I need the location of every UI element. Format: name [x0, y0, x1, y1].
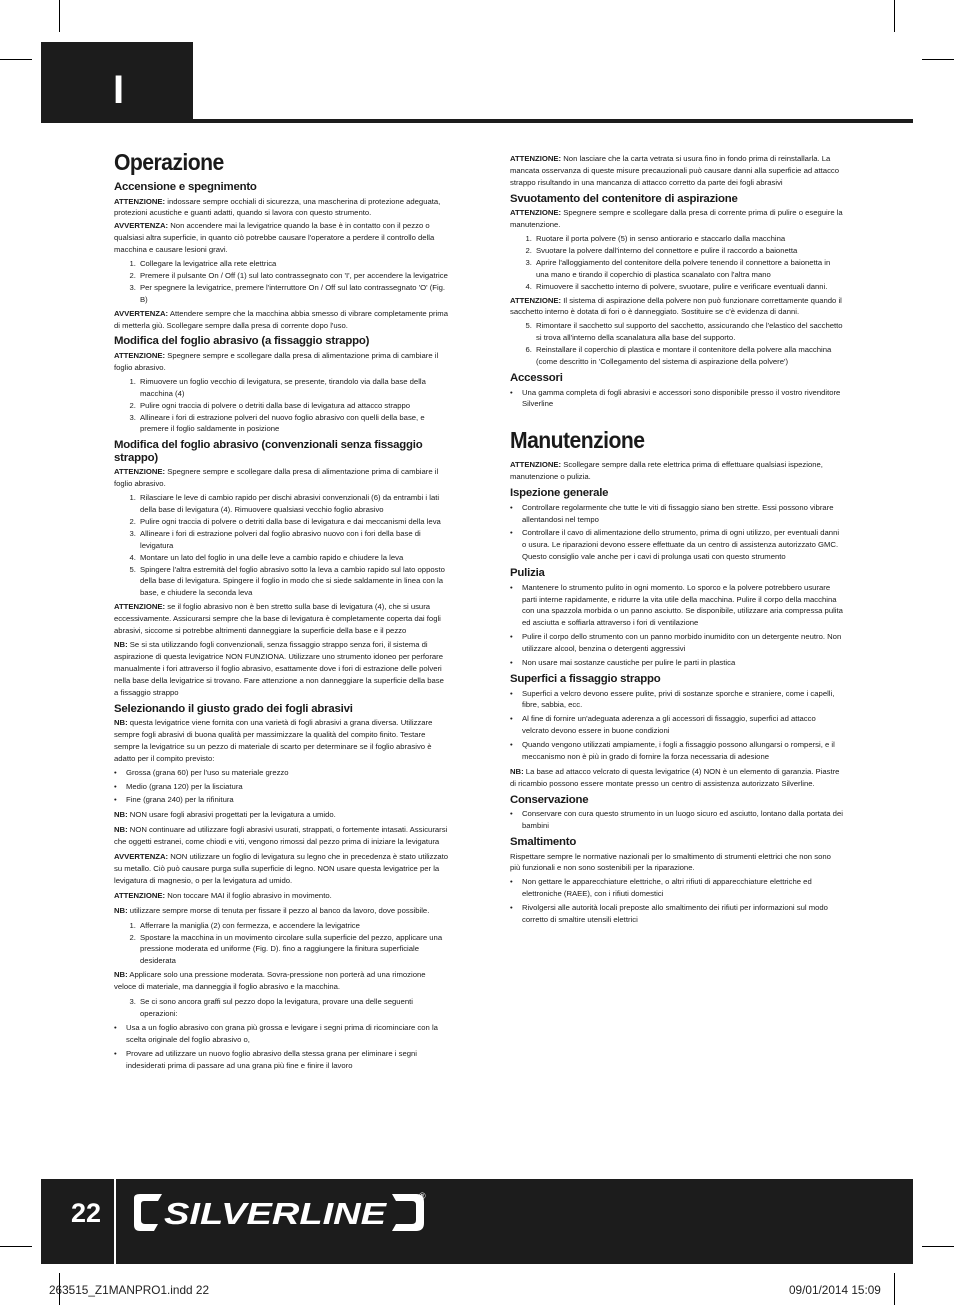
heading-grado-fogli: Selezionando il giusto grado dei fogli abrasivi [114, 702, 353, 715]
crop-mark [922, 59, 954, 60]
heading-accessori: Accessori [510, 372, 563, 384]
steps-list [114, 996, 448, 1020]
language-tab [41, 42, 193, 123]
note: NB: NON usare fogli abrasivi progettati per la levigatura a umido. [114, 810, 336, 820]
note: NB: Applicare solo una pressione moderata. Sovra-pressione non porterà ad una rimozione veloce di materiale, ma danneggia il foglio abrasivo e la macchina. [114, 970, 426, 992]
language-code: I [113, 68, 125, 112]
list-item: 6. Reinstallare il coperchio di plastica e montare il contenitore della polvere alla macchina (come descritto in 'Collegamento del sistema di aspirazione della polvere') [534, 344, 843, 368]
list-item: • Non gettare le apparecchiature elettriche, o altri rifiuti di apparecchiature elettriche ed elettroniche (RAEE), con i rifiuti domestici [522, 876, 843, 900]
indd-filename: 263515_Z1MANPRO1.indd 22 [49, 1283, 210, 1297]
brand-wordmark: SILVERLINE [164, 1196, 388, 1231]
warning: ATTENZIONE: Il sistema di aspirazione della polvere non può funzionare correttamente quando il sacchetto interno è dotata di fori o è danneggiato. Sostituire se c'è evidenza di danni. [510, 295, 842, 317]
note: NB: Se si sta utilizzando fogli convenzionali, senza fissaggio strappo senza fori, il sistema di aspirazione di questa levigatrice NON FUNZIONA. Utilizzare uno strumento idoneo per perforare manualmente i fori attraverso il foglio abrasivo, esattamente dove i fori di estrazione delle polveri nella base della levigatrice si trovano. Fare attenzione a non danneggiare la superficie della base a fissaggio strappo [114, 640, 444, 697]
section-title-operazione: Operazione [114, 149, 224, 175]
list-item: • Mantenere lo strumento pulito in ogni momento. Lo sporco e la polvere potrebbero usurare parti interne rapidamente, e ridurre la vita utile della macchina. Pulire il corpo della macchina con una spazzola morbida o un panno asciutto. Se disponibile, utilizzare aria compressa pulita ed asciutta e soffiarla attraverso i fori di ventilazione [522, 582, 843, 630]
list-item: 3. Per spegnere la levigatrice, premere l'interruttore On / Off sul lato contrassegnato 'O' (Fig. B) [138, 282, 448, 306]
crop-mark [59, 0, 60, 32]
list-item: 4. Montare un lato del foglio in una delle leve a cambio rapido e chiudere la leva [138, 552, 448, 564]
list-item: 1. Collegare la levigatrice alla rete elettrica [138, 258, 448, 270]
crop-mark [0, 59, 32, 60]
heading-pulizia: Pulizia [510, 567, 545, 580]
heading-conservazione: Conservazione [510, 793, 589, 806]
list-item: • Superfici a velcro devono essere pulite, privi di sostanze sporche e straniere, come i capelli, fibre, sabbia, ecc. [522, 688, 843, 712]
list-item: 2. Pulire ogni traccia di polvere o detriti dalla base di levigatura ad attacco strappo [138, 400, 448, 412]
list-item: • Conservare con cura questo strumento in un luogo sicuro ed asciutto, lontano dalla portata dei bambini [522, 808, 843, 832]
list-item: 1. Afferrare la maniglia (2) con fermezza, e accendere la levigatrice [138, 920, 448, 932]
note: NB: NON continuare ad utilizzare fogli abrasivi usurati, strappati, o fortemente intasati. Assicurarsi che oggetti estranei, come chiodi e viti, vengono rimossi dal pezzo prima di iniziare la levigatura [114, 825, 448, 847]
heading-svuotamento: Svuotamento del contenitore di aspirazione [510, 192, 738, 205]
warning: ATTENZIONE: Spegnere sempre e scollegare dalla presa di alimentazione prima di cambiare il foglio abrasivo. [114, 467, 439, 489]
steps-list [114, 258, 448, 306]
list-item: 2. Premere il pulsante On / Off (1) sul lato contrassegnato con 'I', per accendere la levigatrice [138, 270, 448, 282]
heading-modifica-strappo: Modifica del foglio abrasivo (a fissaggio strappo) [114, 335, 370, 348]
note: NB: questa levigatrice viene fornita con una varietà di fogli abrasivi a grana diversa. Utilizzare sempre fogli abrasivi di buona qualità per massimizzare la qualità del compito finito. Testare sempre la levigatrice su un pezzo di materiale di scarto per determinare se il foglio abrasivo è adatto per il compito previsto: [114, 718, 433, 763]
list-item: • Controllare il cavo di alimentazione dello strumento, prima di ogni utilizzo, per eventuali danni o usura. Le riparazioni devono essere effettuate da un centro di assistenza autorizzato GMC. Questo consiglio vale anche per i cavi di prolunga usati con questo strumento [522, 527, 843, 563]
list-item: 2. Pulire ogni traccia di polvere o detriti dalla base di levigatura e dai meccanismi della leva [138, 516, 448, 528]
list-item: 3. Allineare i fori di estrazione polveri dal foglio abrasivo nuovo con i fori della base di levigatura [138, 528, 448, 552]
crop-mark [894, 0, 895, 32]
list-item: 1. Ruotare il porta polvere (5) in senso antiorario e staccarlo dalla macchina [534, 233, 843, 245]
list-item: 5. Spingere l'altra estremità del foglio abrasivo sotto la leva a cambio rapido sul lato opposto della base di levigatura. Spingere il foglio in modo che si siede saldamente in linea con la base, e chiudere la seconda leva [138, 564, 448, 600]
steps-list [114, 492, 448, 599]
list-item: 2. Spostare la macchina in un movimento circolare sulla superficie del pezzo, applicare una pressione moderata ed uniforme (Fig. D). fino a raggiungere la finitura superficiale desiderata [138, 932, 448, 968]
bullet-list [510, 502, 843, 564]
bullet-list [510, 876, 843, 926]
list-item: 2. Svuotare la polvere dall'interno del connettore e pulire il raccordo a baionetta [534, 245, 843, 257]
list-item: 3. Allineare i fori di estrazione polveri del nuovo foglio abrasivo con quelli della base, e premere il foglio saldamente in posizione [138, 412, 448, 436]
list-item: 3. Se ci sono ancora graffi sul pezzo dopo la levigatura, provare una delle seguenti operazioni: [138, 996, 448, 1020]
warning: AVVERTENZA: Non accendere mai la levigatrice quando la base è in contatto con il pezzo o qualsiasi altra superficie, in quanto ciò potrebbe causare l'operatore a perdere il controllo della macchina e causare lesioni gravi. [114, 221, 435, 255]
warning: ATTENZIONE: se il foglio abrasivo non è ben stretto sulla base di levigatura (4), che si usura eccessivamente. Assicurarsi sempre che la base di levigatura è completamente coperta dai fogli abrasivi, siccome si potrebbe altrimenti danneggiare la superficie della base e il pezzo [114, 602, 441, 636]
note: NB: utilizzare sempre morse di tenuta per fissare il pezzo al banco da lavoro, dove possibile. [114, 905, 430, 915]
bullet-list [510, 808, 843, 832]
heading-smaltimento: Smaltimento [510, 836, 577, 849]
footer-divider [114, 1179, 116, 1264]
list-item: 1. Rimuovere un foglio vecchio di levigatura, se presente, tirandolo via dalla base della macchina (4) [138, 376, 448, 400]
crop-mark [894, 1273, 895, 1305]
crop-mark [0, 1246, 32, 1247]
spanner-jaw-left-icon [134, 1194, 162, 1231]
list-item: • Pulire il corpo dello strumento con un panno morbido inumidito con un detergente neutro. Non utilizzare alcool, benzina o detergenti aggressivi [522, 631, 843, 655]
header-rule [193, 119, 913, 123]
heading-modifica-convenzionali: Modifica del foglio abrasivo (convenzionali senza fissaggio strappo) [114, 439, 423, 464]
options-list [114, 1022, 448, 1072]
list-item: 5. Rimontare il sacchetto sul supporto del sacchetto, assicurando che l'elastico del sacchetto si trova all'interno della scanalatura alla base del supporto. [534, 320, 843, 344]
list-item: • Fine (grana 240) per la rifinitura [126, 794, 448, 806]
grit-list [114, 767, 448, 807]
warning: AVVERTENZA: NON utilizzare un foglio di levigatura su legno che in precedenza è stato utilizzato su metallo. Ciò può causare purga sulla superficie di legno. NON usare questa levigatrice per la levigatura di magnesio, o per la levigatura ad umido. [114, 852, 449, 885]
list-item: • Non usare mai sostanze caustiche per pulire le parti in plastica [522, 657, 843, 669]
list-item: • Controllare regolarmente che tutte le viti di fissaggio siano ben strette. Essi possono vibrare allentandosi nel tempo [522, 502, 843, 526]
registered-mark: ® [419, 1191, 426, 1201]
page-number: 22 [71, 1198, 102, 1228]
indd-datetime: 09/01/2014 15:09 [789, 1283, 881, 1297]
heading-accensione: Accensione e spegnimento [114, 181, 257, 193]
list-item: • Al fine di fornire un'adeguata aderenza a gli accessori di fissaggio, superfici ad attacco velcrato devono essere in buone condizioni [522, 713, 843, 737]
warning: ATTENZIONE: Non toccare MAI il foglio abrasivo in movimento. [114, 890, 332, 900]
steps-list [114, 920, 448, 968]
list-item: • Usa a un foglio abrasivo con grana più grossa e levigare i segni prima di ricominciare con la scelta originale del foglio abrasivo o, [126, 1022, 448, 1046]
bullet-list [510, 688, 843, 763]
list-item: • Una gamma completa di fogli abrasivi e accessori sono disponibile presso il vostro rivenditore Silverline [522, 387, 843, 411]
list-item: 3. Aprire l'alloggiamento del contenitore della polvere tenendo il connettore a baionetta in una mano e tirando il coperchio di plastica scanalato con l'altra mano [534, 257, 843, 281]
list-item: • Medio (grana 120) per la lisciatura [126, 781, 448, 793]
list-item: • Quando vengono utilizzati ampiamente, i fogli a fissaggio possono allungarsi o rompersi, e il meccanismo non è più in grado di fornire la forza necessaria di adesione [522, 739, 843, 763]
bullet-list [510, 582, 843, 669]
heading-superfici: Superfici a fissaggio strappo [510, 673, 661, 685]
warning: ATTENZIONE: Non lasciare che la carta vetrata si usura fino in fondo prima di reinstallarla. La mancata osservanza di queste misure precauzionali può causare danni alla superficie ad attacco strappo risultando in una mancanza di attacco corretto da parte dei fogli abrasivi [510, 154, 840, 187]
list-item: • Provare ad utilizzare un nuovo foglio abrasivo della stessa grana per eliminare i segni indesiderati prima di passare ad una grana più fine e finire il lavoro [126, 1048, 448, 1072]
section-title-manutenzione: Manutenzione [510, 427, 645, 454]
crop-mark [922, 1246, 954, 1247]
left-column [114, 150, 448, 1075]
steps-list [510, 233, 843, 293]
warning: ATTENZIONE: Spegnere sempre e scollegare dalla presa di alimentazione prima di cambiare il foglio abrasivo. [114, 350, 439, 372]
bullet-list [510, 387, 843, 411]
list-item: • Grossa (grana 60) per l'uso su materiale grezzo [126, 767, 448, 779]
steps-list [114, 376, 448, 436]
note: NB: La base ad attacco velcrato di questa levigatrice (4) NON è un elemento di garanzia. Piastre di ricambio possono essere montate presso un centro di assistenza autorizzato Silverline. [510, 766, 840, 788]
warning: ATTENZIONE: indossare sempre occhiali di sicurezza, una mascherina di protezione adeguata, protezioni acustiche e guanti adatti, quando si lavora con questo strumento. [114, 196, 441, 218]
heading-ispezione: Ispezione generale [510, 487, 609, 500]
silverline-logo [130, 1190, 430, 1236]
list-item: 1. Rilasciare le leve di cambio rapido per dischi abrasivi convenzionali (6) da entrambi i lati della base di levigatura (4). Rimuovere qualsiasi vecchio foglio abrasivo [138, 492, 448, 516]
list-item: 4. Rimuovere il sacchetto interno di polvere, svuotare, pulire e verificare eventuali danni. [534, 281, 843, 293]
steps-list [510, 320, 843, 368]
warning: ATTENZIONE: Scollegare sempre dalla rete elettrica prima di effettuare qualsiasi ispezione, manutenzione o pulizia. [510, 460, 823, 482]
warning: AVVERTENZA: Attendere sempre che la macchina abbia smesso di vibrare completamente prima di metterla giù. Scollegare sempre dalla presa di corrente dopo l'uso. [114, 308, 448, 330]
list-item: • Rivolgersi alle autorità locali preposte allo smaltimento dei rifiuti per informazioni sul modo corretto di smaltire utensili elettrici [522, 902, 843, 926]
paragraph: Rispettare sempre le normative nazionali per lo smaltimento di strumenti elettrici che non sono più funzionali e non sono sostenibili per la riparazione. [510, 851, 831, 873]
right-column [510, 153, 843, 929]
warning: ATTENZIONE: Spegnere sempre e scollegare dalla presa di corrente prima di pulire o eseguire la manutenzione. [510, 208, 843, 230]
